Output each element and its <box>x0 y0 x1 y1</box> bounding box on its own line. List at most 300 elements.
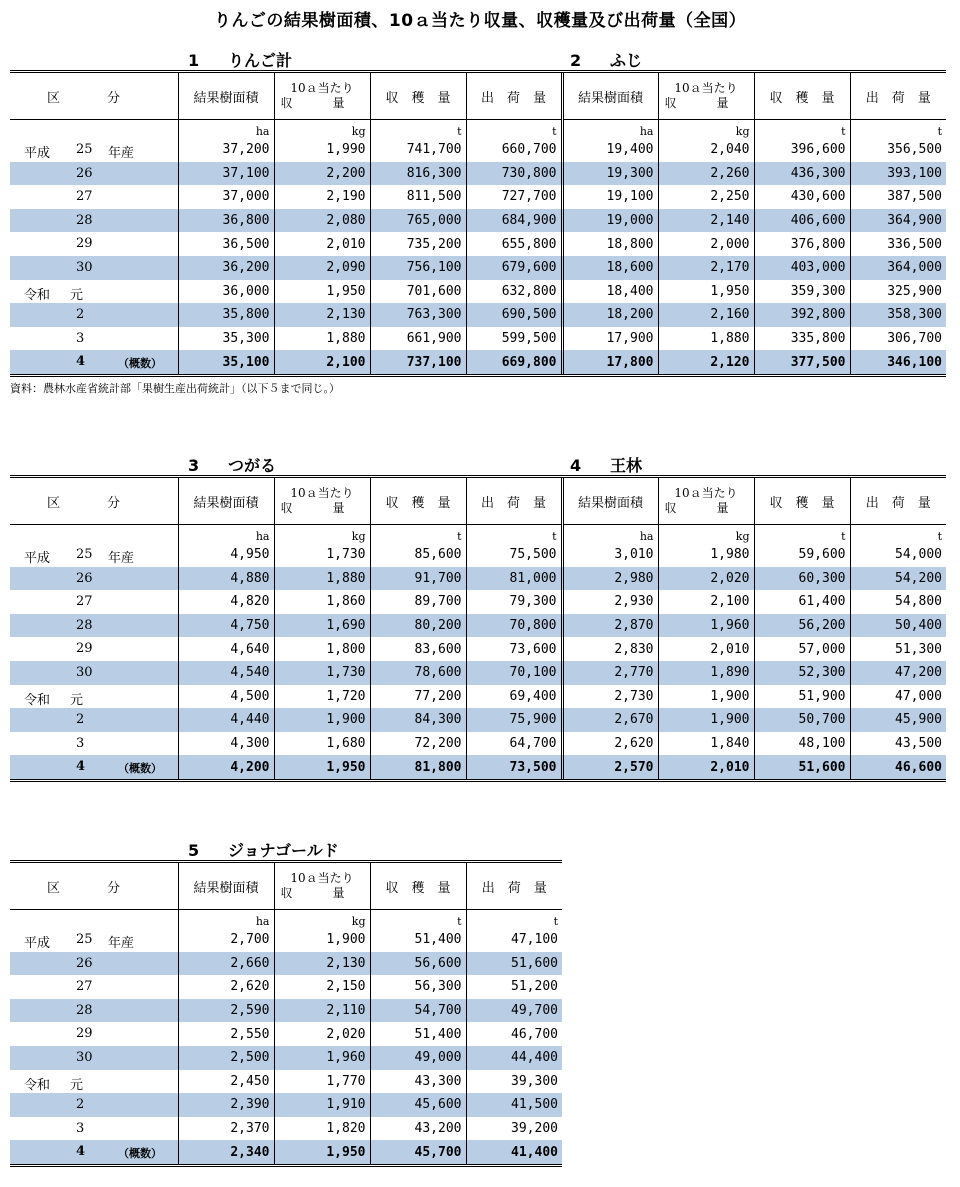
row-label: 3 <box>76 735 85 751</box>
data-cell: 1,910 <box>274 1093 370 1117</box>
data-cell: 2,620 <box>178 975 274 999</box>
table-row <box>10 280 946 304</box>
data-cell: 1,770 <box>274 1070 370 1094</box>
table-row <box>10 590 946 614</box>
data-cell: 336,500 <box>850 232 946 256</box>
data-cell: 17,900 <box>562 327 658 351</box>
data-cell: 45,900 <box>850 708 946 732</box>
row-label: 4 （概数） <box>10 350 178 375</box>
row-label: 令和 元 <box>24 287 84 303</box>
header-per10a: 10ａ当たり 収 量 <box>274 477 370 525</box>
data-cell: 2,930 <box>562 590 658 614</box>
data-cell: 43,500 <box>850 732 946 756</box>
data-cell: 2,150 <box>274 975 370 999</box>
data-cell: 56,200 <box>754 614 850 638</box>
data-cell: 2,190 <box>274 185 370 209</box>
data-cell: 3,010 <box>562 543 658 567</box>
data-cell: 39,200 <box>466 1117 562 1141</box>
header-area: 結果樹面積 <box>178 477 274 525</box>
data-cell: 78,600 <box>370 661 466 685</box>
data-cell: 1,720 <box>274 685 370 709</box>
data-cell: 72,200 <box>370 732 466 756</box>
data-cell: 1,800 <box>274 637 370 661</box>
unit-label: ha <box>178 120 274 139</box>
data-cell: 2,020 <box>658 567 754 591</box>
data-cell: 75,900 <box>466 708 562 732</box>
data-cell: 2,010 <box>658 755 754 780</box>
unit-label: t <box>370 910 466 929</box>
data-cell: 18,600 <box>562 256 658 280</box>
unit-label: ha <box>178 525 274 544</box>
table-row <box>10 732 946 756</box>
data-cell: 2,010 <box>658 637 754 661</box>
data-cell: 377,500 <box>754 350 850 375</box>
row-label: 27 <box>76 189 93 205</box>
data-cell: 81,000 <box>466 567 562 591</box>
data-cell: 84,300 <box>370 708 466 732</box>
row-label: 28 <box>10 209 178 233</box>
data-cell: 56,300 <box>370 975 466 999</box>
data-cell: 2,000 <box>658 232 754 256</box>
data-cell: 54,700 <box>370 999 466 1023</box>
table-row <box>10 661 946 685</box>
data-cell: 376,800 <box>754 232 850 256</box>
unit-label: t <box>754 525 850 544</box>
data-cell: 2,770 <box>562 661 658 685</box>
data-cell: 811,500 <box>370 185 466 209</box>
data-cell: 1,730 <box>274 661 370 685</box>
header-per10a: 10ａ当たり 収 量 <box>658 72 754 120</box>
data-cell: 356,500 <box>850 138 946 162</box>
data-cell: 1,890 <box>658 661 754 685</box>
data-cell: 4,440 <box>178 708 274 732</box>
data-cell: 2,160 <box>658 303 754 327</box>
data-cell: 690,500 <box>466 303 562 327</box>
data-cell: 47,100 <box>466 928 562 952</box>
data-cell: 2,980 <box>562 567 658 591</box>
table-row <box>10 1140 562 1165</box>
header-area: 結果樹面積 <box>178 862 274 910</box>
data-cell: 77,200 <box>370 685 466 709</box>
data-cell: 2,110 <box>274 999 370 1023</box>
data-cell: 2,620 <box>562 732 658 756</box>
data-cell: 701,600 <box>370 280 466 304</box>
data-cell: 655,800 <box>466 232 562 256</box>
table-row <box>10 975 562 999</box>
data-cell: 741,700 <box>370 138 466 162</box>
data-cell: 54,000 <box>850 543 946 567</box>
data-cell: 51,400 <box>370 928 466 952</box>
data-cell: 51,300 <box>850 637 946 661</box>
data-cell: 396,600 <box>754 138 850 162</box>
data-cell: 1,880 <box>274 567 370 591</box>
header-shipment: 出 荷 量 <box>466 862 562 910</box>
data-cell: 1,900 <box>658 708 754 732</box>
data-cell: 1,880 <box>274 327 370 351</box>
data-cell: 364,000 <box>850 256 946 280</box>
data-cell: 73,600 <box>466 637 562 661</box>
data-cell: 57,000 <box>754 637 850 661</box>
data-cell: 49,700 <box>466 999 562 1023</box>
data-cell: 737,100 <box>370 350 466 375</box>
data-cell: 325,900 <box>850 280 946 304</box>
table-row <box>10 567 946 591</box>
data-cell: 39,300 <box>466 1070 562 1094</box>
data-cell: 346,100 <box>850 350 946 375</box>
data-cell: 4,200 <box>178 755 274 780</box>
data-cell: 2,670 <box>562 708 658 732</box>
data-cell: 2,260 <box>658 162 754 186</box>
data-cell: 19,300 <box>562 162 658 186</box>
header-area: 結果樹面積 <box>178 72 274 120</box>
data-cell: 83,600 <box>370 637 466 661</box>
data-cell: 2,170 <box>658 256 754 280</box>
data-cell: 1,900 <box>658 685 754 709</box>
data-cell: 2,830 <box>562 637 658 661</box>
data-cell: 18,400 <box>562 280 658 304</box>
header-shipment: 出 荷 量 <box>850 72 946 120</box>
unit-label: t <box>850 120 946 139</box>
row-label: 28 <box>10 999 178 1023</box>
data-cell: 1,860 <box>274 590 370 614</box>
data-cell: 359,300 <box>754 280 850 304</box>
unit-label: t <box>466 120 562 139</box>
data-cell: 403,000 <box>754 256 850 280</box>
row-label: 4 （概数） <box>10 1140 178 1165</box>
data-cell: 36,800 <box>178 209 274 233</box>
data-cell: 70,800 <box>466 614 562 638</box>
data-cell: 756,100 <box>370 256 466 280</box>
table-block-5 <box>10 838 562 1167</box>
table-row <box>10 232 946 256</box>
data-cell: 2,100 <box>658 590 754 614</box>
data-cell: 364,900 <box>850 209 946 233</box>
data-cell: 48,100 <box>754 732 850 756</box>
row-label: 2 <box>10 708 178 732</box>
data-cell: 1,690 <box>274 614 370 638</box>
data-cell: 358,300 <box>850 303 946 327</box>
data-cell: 73,500 <box>466 755 562 780</box>
data-cell: 35,800 <box>178 303 274 327</box>
data-cell: 735,200 <box>370 232 466 256</box>
data-cell: 2,120 <box>658 350 754 375</box>
row-label: 26 <box>10 162 178 186</box>
data-cell: 763,300 <box>370 303 466 327</box>
data-cell: 18,200 <box>562 303 658 327</box>
data-cell: 2,370 <box>178 1117 274 1141</box>
data-cell: 2,570 <box>562 755 658 780</box>
data-cell: 61,400 <box>754 590 850 614</box>
data-cell: 35,100 <box>178 350 274 375</box>
data-cell: 43,300 <box>370 1070 466 1094</box>
data-cell: 2,040 <box>658 138 754 162</box>
data-cell: 52,300 <box>754 661 850 685</box>
source-note: 資料：農林水産省統計部「果樹生産出荷統計」（以下５まで同じ。） <box>10 381 340 395</box>
data-cell: 19,400 <box>562 138 658 162</box>
table-row <box>10 708 946 732</box>
row-label: 2 <box>10 303 178 327</box>
table-row <box>10 185 946 209</box>
table-row <box>10 162 946 186</box>
data-cell: 727,700 <box>466 185 562 209</box>
header-shipment: 出 荷 量 <box>850 477 946 525</box>
data-cell: 4,950 <box>178 543 274 567</box>
data-cell: 69,400 <box>466 685 562 709</box>
data-cell: 47,200 <box>850 661 946 685</box>
data-cell: 4,880 <box>178 567 274 591</box>
data-cell: 44,400 <box>466 1046 562 1070</box>
table-row <box>10 1070 562 1094</box>
header-per10a: 10ａ当たり 収 量 <box>274 72 370 120</box>
row-label: 平成 25 年産 <box>24 932 135 951</box>
page-title: りんごの結果樹面積、10ａ当たり収量、収穫量及び出荷量（全国） <box>213 11 747 31</box>
data-cell: 1,950 <box>274 1140 370 1165</box>
data-cell: 2,250 <box>658 185 754 209</box>
unit-label: t <box>466 525 562 544</box>
data-table-3-4 <box>10 475 946 782</box>
header-per10a: 10ａ当たり 収 量 <box>658 477 754 525</box>
data-cell: 85,600 <box>370 543 466 567</box>
row-label: 平成 25 年産 <box>24 142 135 161</box>
header-kubun: 区 分 <box>10 477 178 525</box>
data-cell: 2,870 <box>562 614 658 638</box>
data-cell: 75,500 <box>466 543 562 567</box>
data-cell: 2,700 <box>178 928 274 952</box>
unit-label: kg <box>274 120 370 139</box>
unit-label: kg <box>274 525 370 544</box>
data-cell: 660,700 <box>466 138 562 162</box>
row-label: 3 <box>76 1120 85 1136</box>
data-cell: 406,600 <box>754 209 850 233</box>
data-cell: 1,980 <box>658 543 754 567</box>
data-cell: 393,100 <box>850 162 946 186</box>
table-block-3-4 <box>10 453 946 782</box>
unit-label: kg <box>658 525 754 544</box>
data-cell: 35,300 <box>178 327 274 351</box>
header-per10a: 10ａ当たり 収 量 <box>274 862 370 910</box>
data-cell: 2,200 <box>274 162 370 186</box>
unit-label: t <box>370 525 466 544</box>
row-label: 2 <box>10 1093 178 1117</box>
data-cell: 46,700 <box>466 1022 562 1046</box>
table-row <box>10 999 562 1023</box>
data-cell: 51,600 <box>466 952 562 976</box>
data-cell: 1,960 <box>658 614 754 638</box>
data-cell: 1,950 <box>274 280 370 304</box>
header-kubun: 区 分 <box>10 862 178 910</box>
data-cell: 1,730 <box>274 543 370 567</box>
data-cell: 17,800 <box>562 350 658 375</box>
row-label: 26 <box>10 567 178 591</box>
row-label: 3 <box>76 330 85 346</box>
data-cell: 2,550 <box>178 1022 274 1046</box>
data-cell: 81,800 <box>370 755 466 780</box>
header-harvest: 収 穫 量 <box>754 72 850 120</box>
data-cell: 60,300 <box>754 567 850 591</box>
data-cell: 49,000 <box>370 1046 466 1070</box>
header-harvest: 収 穫 量 <box>370 862 466 910</box>
data-cell: 36,000 <box>178 280 274 304</box>
data-cell: 392,800 <box>754 303 850 327</box>
unit-label: ha <box>562 120 658 139</box>
table-row <box>10 209 946 233</box>
data-cell: 730,800 <box>466 162 562 186</box>
units-row <box>10 120 946 139</box>
section-title-4: 4 王林 <box>570 456 643 475</box>
data-cell: 335,800 <box>754 327 850 351</box>
data-table-5 <box>10 860 562 1167</box>
data-cell: 45,700 <box>370 1140 466 1165</box>
data-cell: 2,080 <box>274 209 370 233</box>
table-row <box>10 1093 562 1117</box>
data-cell: 41,500 <box>466 1093 562 1117</box>
unit-label: kg <box>658 120 754 139</box>
data-cell: 684,900 <box>466 209 562 233</box>
data-cell: 430,600 <box>754 185 850 209</box>
table-row <box>10 543 946 567</box>
header-harvest: 収 穫 量 <box>754 477 850 525</box>
header-shipment: 出 荷 量 <box>466 477 562 525</box>
data-cell: 37,100 <box>178 162 274 186</box>
data-cell: 816,300 <box>370 162 466 186</box>
table-row <box>10 350 946 375</box>
table-row <box>10 1117 562 1141</box>
data-cell: 2,020 <box>274 1022 370 1046</box>
data-cell: 2,130 <box>274 303 370 327</box>
data-cell: 4,820 <box>178 590 274 614</box>
row-label: 29 <box>76 641 93 657</box>
data-cell: 46,600 <box>850 755 946 780</box>
data-cell: 4,640 <box>178 637 274 661</box>
row-label: 27 <box>76 594 93 610</box>
table-row <box>10 614 946 638</box>
data-cell: 54,200 <box>850 567 946 591</box>
data-cell: 19,100 <box>562 185 658 209</box>
data-cell: 36,500 <box>178 232 274 256</box>
section-title-1: 1 りんご計 <box>188 51 293 70</box>
data-cell: 2,090 <box>274 256 370 280</box>
table-row <box>10 755 946 780</box>
data-cell: 1,900 <box>274 708 370 732</box>
data-cell: 2,100 <box>274 350 370 375</box>
row-label: 30 <box>10 661 178 685</box>
data-cell: 2,010 <box>274 232 370 256</box>
table-row <box>10 928 562 952</box>
data-cell: 765,000 <box>370 209 466 233</box>
section-title-3: 3 つがる <box>188 456 277 475</box>
data-cell: 37,000 <box>178 185 274 209</box>
data-cell: 4,300 <box>178 732 274 756</box>
table-row <box>10 138 946 162</box>
row-label: 平成 25 年産 <box>24 547 135 566</box>
unit-label: t <box>466 910 562 929</box>
data-cell: 4,500 <box>178 685 274 709</box>
row-label: 28 <box>10 614 178 638</box>
table-row <box>10 1046 562 1070</box>
data-cell: 2,450 <box>178 1070 274 1094</box>
data-cell: 2,390 <box>178 1093 274 1117</box>
data-cell: 4,540 <box>178 661 274 685</box>
table-row <box>10 303 946 327</box>
table-row <box>10 256 946 280</box>
data-cell: 436,300 <box>754 162 850 186</box>
header-harvest: 収 穫 量 <box>370 72 466 120</box>
data-cell: 50,400 <box>850 614 946 638</box>
row-label: 4 （概数） <box>10 755 178 780</box>
section-title-5: 5 ジョナゴールド <box>188 841 339 860</box>
data-cell: 51,600 <box>754 755 850 780</box>
data-cell: 669,800 <box>466 350 562 375</box>
header-area: 結果樹面積 <box>562 72 658 120</box>
data-cell: 79,300 <box>466 590 562 614</box>
unit-label: ha <box>562 525 658 544</box>
row-label: 30 <box>10 256 178 280</box>
data-cell: 43,200 <box>370 1117 466 1141</box>
header-shipment: 出 荷 量 <box>466 72 562 120</box>
data-cell: 1,840 <box>658 732 754 756</box>
unit-label: t <box>850 525 946 544</box>
data-cell: 679,600 <box>466 256 562 280</box>
data-cell: 2,130 <box>274 952 370 976</box>
data-cell: 19,000 <box>562 209 658 233</box>
data-cell: 41,400 <box>466 1140 562 1165</box>
data-cell: 37,200 <box>178 138 274 162</box>
data-cell: 51,900 <box>754 685 850 709</box>
data-cell: 70,100 <box>466 661 562 685</box>
data-cell: 1,960 <box>274 1046 370 1070</box>
data-cell: 1,900 <box>274 928 370 952</box>
data-cell: 64,700 <box>466 732 562 756</box>
data-cell: 89,700 <box>370 590 466 614</box>
units-row <box>10 525 946 544</box>
data-cell: 18,800 <box>562 232 658 256</box>
data-cell: 387,500 <box>850 185 946 209</box>
row-label: 30 <box>10 1046 178 1070</box>
data-cell: 2,730 <box>562 685 658 709</box>
header-kubun: 区 分 <box>10 72 178 120</box>
data-cell: 2,590 <box>178 999 274 1023</box>
data-cell: 47,000 <box>850 685 946 709</box>
data-cell: 54,800 <box>850 590 946 614</box>
data-cell: 56,600 <box>370 952 466 976</box>
data-cell: 45,600 <box>370 1093 466 1117</box>
data-cell: 50,700 <box>754 708 850 732</box>
unit-label: ha <box>178 910 274 929</box>
data-cell: 599,500 <box>466 327 562 351</box>
data-cell: 1,680 <box>274 732 370 756</box>
unit-label: t <box>754 120 850 139</box>
data-cell: 36,200 <box>178 256 274 280</box>
data-cell: 2,660 <box>178 952 274 976</box>
data-cell: 2,340 <box>178 1140 274 1165</box>
data-cell: 2,500 <box>178 1046 274 1070</box>
unit-label: t <box>370 120 466 139</box>
data-cell: 91,700 <box>370 567 466 591</box>
data-cell: 661,900 <box>370 327 466 351</box>
data-cell: 2,140 <box>658 209 754 233</box>
table-row <box>10 1022 562 1046</box>
data-cell: 51,400 <box>370 1022 466 1046</box>
data-cell: 1,950 <box>274 755 370 780</box>
data-cell: 1,820 <box>274 1117 370 1141</box>
table-row <box>10 327 946 351</box>
table-row <box>10 637 946 661</box>
data-cell: 4,750 <box>178 614 274 638</box>
table-row <box>10 685 946 709</box>
table-block-1-2 <box>10 48 946 396</box>
data-table-1-2 <box>10 70 946 377</box>
row-label: 26 <box>10 952 178 976</box>
